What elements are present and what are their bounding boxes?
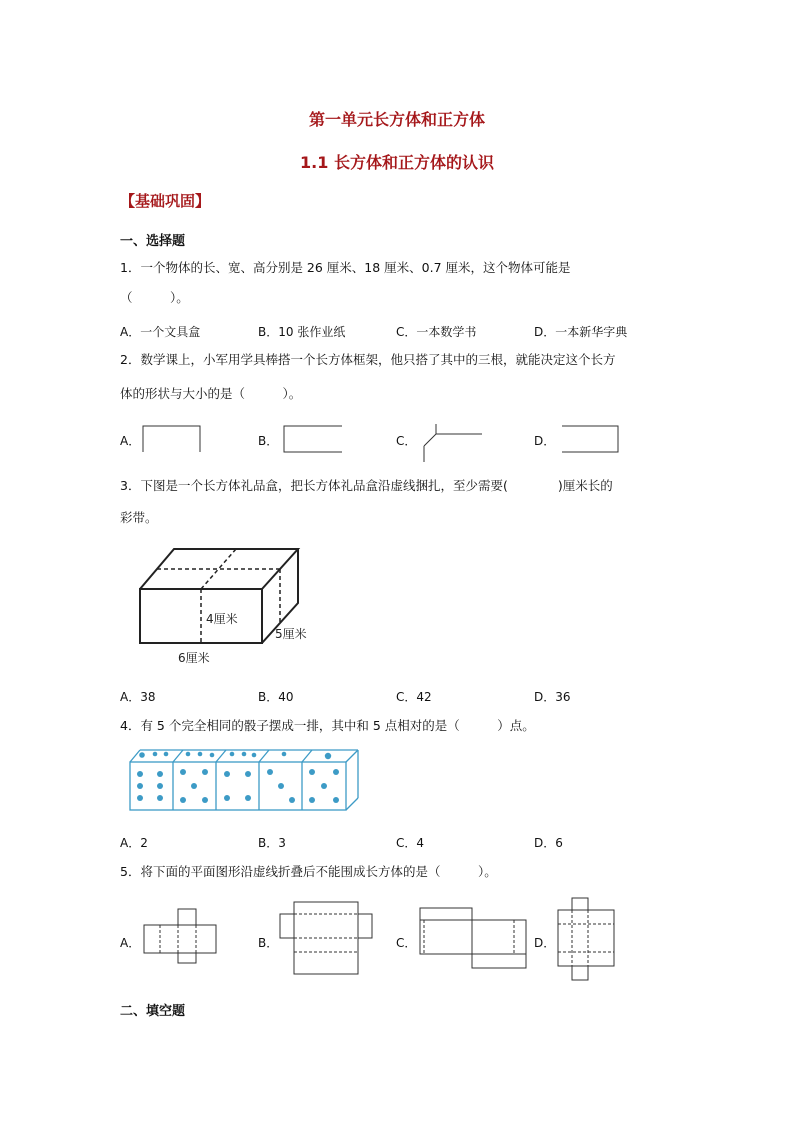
q2-figure-c bbox=[418, 420, 486, 464]
q5-net-a bbox=[140, 905, 220, 965]
q5-option-a: A． bbox=[120, 936, 141, 950]
q5-option-c: C． bbox=[396, 936, 417, 950]
gift-box-figure bbox=[130, 540, 330, 670]
q2-option-c: C． bbox=[396, 434, 417, 448]
q2-option-a: A． bbox=[120, 434, 141, 448]
q4-option-d: D．6 bbox=[534, 836, 563, 850]
q3-text-line1: 3．下图是一个长方体礼品盒，把长方体礼品盒沿虚线捆扎，至少需要( )厘米长的 bbox=[120, 478, 613, 493]
q2-figure-a bbox=[140, 420, 204, 456]
q5-net-d bbox=[554, 896, 618, 984]
box-height-label: 4厘米 bbox=[206, 612, 238, 626]
q4-text-line1: 4．有 5 个完全相同的骰子摆成一排，其中和 5 点相对的是（ ）点。 bbox=[120, 718, 535, 733]
q2-option-b: B． bbox=[258, 434, 279, 448]
q3-option-c: C．42 bbox=[396, 690, 432, 704]
lesson-subtitle: 1.1 长方体和正方体的认识 bbox=[300, 153, 494, 172]
q1-text-line1: 1．一个物体的长、宽、高分别是 26 厘米、18 厘米、0.7 厘米，这个物体可能是 bbox=[120, 260, 571, 275]
q5-net-b bbox=[278, 900, 378, 976]
q5-text-line1: 5．将下面的平面图形沿虚线折叠后不能围成长方体的是（ ）。 bbox=[120, 864, 497, 879]
section-choice-heading: 一、选择题 bbox=[120, 234, 186, 249]
q1-option-d: D．一本新华字典 bbox=[534, 325, 628, 339]
q5-option-b: B． bbox=[258, 936, 279, 950]
q2-text-line2: 体的形状与大小的是（ ）。 bbox=[120, 386, 302, 401]
section-fill-heading: 二、填空题 bbox=[120, 1004, 186, 1019]
q4-option-b: B．3 bbox=[258, 836, 286, 850]
q4-option-a: A．2 bbox=[120, 836, 148, 850]
q1-option-a: A．一个文具盒 bbox=[120, 325, 201, 339]
section-tag: 【基础巩固】 bbox=[120, 192, 211, 210]
q3-option-b: B．40 bbox=[258, 690, 294, 704]
q2-figure-d bbox=[558, 420, 624, 456]
box-length-label: 6厘米 bbox=[178, 651, 210, 665]
q3-option-a: A．38 bbox=[120, 690, 156, 704]
box-width-label: 5厘米 bbox=[275, 627, 307, 641]
page-title: 第一单元长方体和正方体 bbox=[308, 110, 485, 129]
dice-row-figure bbox=[128, 746, 368, 814]
q5-net-c bbox=[416, 904, 530, 974]
q2-figure-b bbox=[280, 420, 346, 456]
q3-text-line2: 彩带。 bbox=[120, 510, 158, 525]
q2-option-d: D． bbox=[534, 434, 556, 448]
q5-option-d: D． bbox=[534, 936, 556, 950]
q4-option-c: C．4 bbox=[396, 836, 425, 850]
q3-option-d: D．36 bbox=[534, 690, 571, 704]
q1-text-line2: （ ）。 bbox=[120, 290, 189, 305]
q1-option-c: C．一本数学书 bbox=[396, 325, 477, 339]
q2-text-line1: 2．数学课上，小军用学具棒搭一个长方体框架，他只搭了其中的三根，就能决定这个长方 bbox=[120, 352, 616, 367]
q1-option-b: B．10 张作业纸 bbox=[258, 325, 346, 339]
